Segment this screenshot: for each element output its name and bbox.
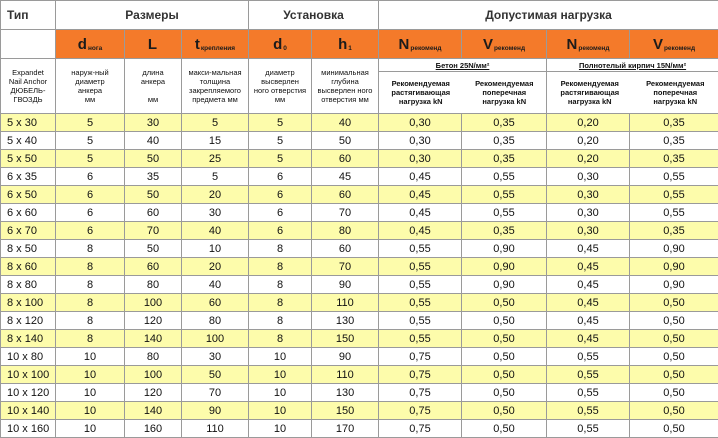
cell-v-concrete: 0,50 [462,330,547,348]
cell-h1: 60 [312,240,379,258]
cell-v-brick: 0,90 [630,276,718,294]
symbol-sub: рекоменд [494,45,525,52]
cell-h1: 40 [312,114,379,132]
desc-brick [547,59,718,114]
cell-length: 30 [125,114,182,132]
cell-d0: 10 [249,366,312,384]
symbol-v-concrete [462,30,547,59]
cell-n-brick: 0,20 [547,150,630,168]
desc-line: мм [126,95,180,104]
cell-d0: 10 [249,348,312,366]
cell-n-brick: 0,45 [547,240,630,258]
cell-type: 6 x 50 [1,186,56,204]
cell-d0: 8 [249,330,312,348]
cell-v-concrete: 0,50 [462,402,547,420]
desc-line: высверлен [250,77,310,86]
cell-n-brick: 0,55 [547,366,630,384]
desc-line: Nail Anchor [2,77,54,86]
cell-h1: 130 [312,312,379,330]
cell-length: 160 [125,420,182,438]
cell-type: 8 x 50 [1,240,56,258]
cell-type: 5 x 40 [1,132,56,150]
cell-d-anchor: 6 [56,168,125,186]
cell-v-concrete: 0,50 [462,348,547,366]
symbol-h1 [312,30,379,59]
cell-d-anchor: 8 [56,294,125,312]
cell-h1: 150 [312,402,379,420]
cell-h1: 60 [312,150,379,168]
symbol-type-blank [1,30,56,59]
cell-length: 120 [125,384,182,402]
cell-n-concrete: 0,45 [379,186,462,204]
cell-n-concrete: 0,75 [379,402,462,420]
table-row [1,150,718,168]
cell-type: 10 x 100 [1,366,56,384]
cell-d0: 6 [249,186,312,204]
symbol-sub: рекоменд [410,45,441,52]
cell-h1: 150 [312,330,379,348]
cell-thickness: 90 [182,402,249,420]
cell-v-concrete: 0,55 [462,168,547,186]
table-row [1,168,718,186]
cell-d0: 8 [249,258,312,276]
cell-thickness: 20 [182,186,249,204]
cell-n-brick: 0,20 [547,114,630,132]
cell-d0: 5 [249,114,312,132]
cell-d0: 10 [249,420,312,438]
table-row [1,276,718,294]
group-header-row [1,1,718,30]
desc-line: предмета мм [183,95,247,104]
cell-n-concrete: 0,55 [379,312,462,330]
desc-n-concrete [379,72,463,112]
cell-h1: 110 [312,366,379,384]
cell-type: 8 x 100 [1,294,56,312]
cell-type: 8 x 80 [1,276,56,294]
cell-n-brick: 0,30 [547,222,630,240]
cell-h1: 70 [312,204,379,222]
table-row [1,348,718,366]
symbol-sub: нога [88,45,102,52]
desc-d0 [249,59,312,114]
symbol-thickness [182,30,249,59]
group-load: Допустимая нагрузка [379,1,718,30]
table-row [1,294,718,312]
symbol-main: N [399,36,410,53]
cell-v-brick: 0,50 [630,366,718,384]
cell-v-concrete: 0,50 [462,384,547,402]
desc-line: мм [57,95,123,104]
cell-d0: 6 [249,222,312,240]
table-row [1,402,718,420]
desc-line: диаметр [250,68,310,77]
cell-h1: 130 [312,384,379,402]
desc-line: закрепляемого [183,86,247,95]
cell-h1: 80 [312,222,379,240]
table-row [1,132,718,150]
symbol-row [1,30,718,59]
cell-type: 8 x 60 [1,258,56,276]
cell-d0: 10 [249,402,312,420]
cell-thickness: 60 [182,294,249,312]
desc-v-concrete [463,72,547,112]
cell-n-concrete: 0,30 [379,150,462,168]
cell-d0: 10 [249,384,312,402]
cell-length: 50 [125,240,182,258]
cell-h1: 170 [312,420,379,438]
cell-d-anchor: 8 [56,276,125,294]
cell-length: 80 [125,348,182,366]
cell-v-brick: 0,90 [630,258,718,276]
cell-v-brick: 0,90 [630,240,718,258]
cell-v-concrete: 0,90 [462,240,547,258]
desc-n-brick-text: Рекомендуемая растягивающая нагрузка kN [560,79,619,106]
desc-type [1,59,56,114]
table-row [1,222,718,240]
symbol-d0 [249,30,312,59]
cell-d-anchor: 10 [56,420,125,438]
table-row [1,240,718,258]
cell-v-concrete: 0,50 [462,312,547,330]
cell-v-brick: 0,35 [630,114,718,132]
cell-thickness: 70 [182,384,249,402]
cell-n-brick: 0,45 [547,276,630,294]
desc-thickness [182,59,249,114]
cell-n-brick: 0,20 [547,132,630,150]
cell-thickness: 30 [182,204,249,222]
desc-line: отверстия мм [313,95,377,104]
cell-type: 10 x 140 [1,402,56,420]
cell-d-anchor: 10 [56,402,125,420]
cell-d-anchor: 8 [56,258,125,276]
cell-n-brick: 0,30 [547,168,630,186]
group-type: Тип [1,1,56,30]
cell-v-concrete: 0,35 [462,222,547,240]
cell-type: 6 x 70 [1,222,56,240]
cell-n-brick: 0,55 [547,420,630,438]
desc-line: длина [126,68,180,77]
cell-type: 5 x 30 [1,114,56,132]
cell-n-brick: 0,30 [547,204,630,222]
cell-type: 8 x 120 [1,312,56,330]
symbol-main: V [483,36,493,53]
cell-v-brick: 0,50 [630,330,718,348]
cell-h1: 70 [312,258,379,276]
cell-v-concrete: 0,50 [462,366,547,384]
cell-type: 8 x 140 [1,330,56,348]
cell-d0: 5 [249,150,312,168]
cell-d0: 8 [249,276,312,294]
cell-length: 35 [125,168,182,186]
cell-n-concrete: 0,45 [379,222,462,240]
cell-v-concrete: 0,35 [462,114,547,132]
desc-line: макси-мальная [183,68,247,77]
cell-d-anchor: 6 [56,204,125,222]
cell-d-anchor: 10 [56,348,125,366]
cell-thickness: 50 [182,366,249,384]
symbol-sub: крепления [201,45,235,52]
table-row [1,114,718,132]
desc-line: анкера [57,86,123,95]
symbol-length [125,30,182,59]
table-body [1,114,718,438]
cell-length: 60 [125,258,182,276]
cell-v-brick: 0,55 [630,168,718,186]
cell-n-brick: 0,45 [547,330,630,348]
cell-d-anchor: 6 [56,186,125,204]
table-row [1,186,718,204]
cell-thickness: 40 [182,222,249,240]
table-row [1,330,718,348]
cell-d-anchor: 5 [56,114,125,132]
cell-type: 6 x 60 [1,204,56,222]
cell-h1: 90 [312,276,379,294]
cell-v-brick: 0,35 [630,222,718,240]
symbol-n-concrete [379,30,462,59]
cell-length: 70 [125,222,182,240]
table-row [1,384,718,402]
cell-thickness: 40 [182,276,249,294]
cell-n-brick: 0,55 [547,384,630,402]
cell-v-concrete: 0,55 [462,204,547,222]
cell-n-concrete: 0,55 [379,330,462,348]
cell-n-concrete: 0,30 [379,132,462,150]
concrete-header: Бетон 25N/мм² [379,59,546,72]
brick-subcolumns [547,72,718,112]
symbol-d-anchor [56,30,125,59]
cell-thickness: 25 [182,150,249,168]
cell-length: 140 [125,402,182,420]
cell-length: 60 [125,204,182,222]
cell-h1: 60 [312,186,379,204]
symbol-main: V [653,36,663,53]
desc-n-brick [547,72,633,112]
cell-n-concrete: 0,55 [379,276,462,294]
cell-n-concrete: 0,75 [379,420,462,438]
cell-length: 80 [125,276,182,294]
cell-v-concrete: 0,35 [462,132,547,150]
cell-d-anchor: 8 [56,240,125,258]
desc-v-brick [633,72,718,112]
cell-h1: 45 [312,168,379,186]
cell-type: 6 x 35 [1,168,56,186]
cell-n-brick: 0,55 [547,402,630,420]
table-row [1,204,718,222]
cell-v-brick: 0,35 [630,150,718,168]
brick-header: Полнотелый кирпич 15N/мм² [547,59,718,72]
cell-thickness: 15 [182,132,249,150]
desc-line: толщина [183,77,247,86]
desc-line: анкера [126,77,180,86]
table-row [1,258,718,276]
desc-length [125,59,182,114]
desc-line: наруж-ный [57,68,123,77]
cell-n-brick: 0,55 [547,348,630,366]
desc-line: глубина [313,77,377,86]
cell-type: 10 x 80 [1,348,56,366]
desc-concrete [379,59,547,114]
cell-v-concrete: 0,55 [462,186,547,204]
cell-v-brick: 0,55 [630,186,718,204]
cell-d-anchor: 10 [56,366,125,384]
desc-line: мм [250,95,310,104]
cell-n-concrete: 0,45 [379,204,462,222]
table-row [1,312,718,330]
cell-h1: 90 [312,348,379,366]
cell-length: 100 [125,294,182,312]
desc-v-concrete-text: Рекомендуемая поперечная нагрузка kN [475,79,533,106]
table-row [1,420,718,438]
desc-h1 [312,59,379,114]
cell-d-anchor: 8 [56,330,125,348]
cell-length: 100 [125,366,182,384]
cell-n-brick: 0,30 [547,186,630,204]
group-sizes: Размеры [56,1,249,30]
cell-n-brick: 0,45 [547,258,630,276]
symbol-main: t [195,36,200,53]
cell-v-brick: 0,55 [630,204,718,222]
cell-n-concrete: 0,75 [379,366,462,384]
desc-line: высверлен ного [313,86,377,95]
symbol-main: d [273,36,282,53]
cell-thickness: 10 [182,240,249,258]
symbol-main: L [148,36,157,53]
symbol-sub: 1 [348,45,352,52]
desc-line: Expandet [2,68,54,77]
cell-thickness: 100 [182,330,249,348]
desc-v-brick-text: Рекомендуемая поперечная нагрузка kN [646,79,704,106]
symbol-main: h [338,36,347,53]
description-row [1,59,718,114]
symbol-sub: рекоменд [578,45,609,52]
cell-n-concrete: 0,55 [379,294,462,312]
cell-length: 50 [125,150,182,168]
cell-n-concrete: 0,30 [379,114,462,132]
cell-d0: 6 [249,204,312,222]
symbol-main: N [567,36,578,53]
cell-d-anchor: 6 [56,222,125,240]
desc-line: ГВОЗДЬ [2,95,54,104]
cell-d0: 6 [249,168,312,186]
symbol-main: d [78,36,87,53]
cell-d-anchor: 8 [56,312,125,330]
desc-line: ДЮБЕЛЬ- [2,86,54,95]
cell-thickness: 20 [182,258,249,276]
cell-n-concrete: 0,55 [379,240,462,258]
cell-type: 5 x 50 [1,150,56,168]
cell-h1: 50 [312,132,379,150]
symbol-v-brick [630,30,718,59]
cell-v-brick: 0,50 [630,384,718,402]
symbol-sub: рекоменд [664,45,695,52]
cell-n-concrete: 0,45 [379,168,462,186]
cell-d0: 8 [249,294,312,312]
cell-d0: 8 [249,312,312,330]
desc-line: минимальная [313,68,377,77]
cell-v-concrete: 0,50 [462,420,547,438]
cell-v-brick: 0,50 [630,294,718,312]
cell-v-concrete: 0,50 [462,294,547,312]
desc-line: диаметр [57,77,123,86]
cell-length: 40 [125,132,182,150]
cell-v-brick: 0,35 [630,132,718,150]
cell-v-brick: 0,50 [630,420,718,438]
cell-type: 10 x 120 [1,384,56,402]
group-install: Установка [249,1,379,30]
cell-v-concrete: 0,90 [462,276,547,294]
cell-n-concrete: 0,75 [379,384,462,402]
cell-d0: 8 [249,240,312,258]
symbol-sub: 0 [283,45,287,52]
cell-thickness: 5 [182,114,249,132]
desc-line: ного отверстия [250,86,310,95]
concrete-subcolumns [379,72,546,112]
cell-d-anchor: 10 [56,384,125,402]
cell-n-concrete: 0,75 [379,348,462,366]
cell-d-anchor: 5 [56,150,125,168]
cell-d0: 5 [249,132,312,150]
table-row [1,366,718,384]
desc-line [126,86,180,95]
cell-v-concrete: 0,90 [462,258,547,276]
cell-v-brick: 0,50 [630,348,718,366]
cell-h1: 110 [312,294,379,312]
cell-type: 10 x 160 [1,420,56,438]
symbol-n-brick [547,30,630,59]
cell-v-concrete: 0,35 [462,150,547,168]
cell-thickness: 80 [182,312,249,330]
cell-thickness: 5 [182,168,249,186]
cell-n-brick: 0,45 [547,294,630,312]
cell-n-concrete: 0,55 [379,258,462,276]
cell-length: 140 [125,330,182,348]
cell-thickness: 30 [182,348,249,366]
cell-length: 120 [125,312,182,330]
cell-thickness: 110 [182,420,249,438]
cell-d-anchor: 5 [56,132,125,150]
cell-v-brick: 0,50 [630,312,718,330]
desc-n-concrete-text: Рекомендуемая растягивающая нагрузка kN [391,79,450,106]
desc-d-anchor [56,59,125,114]
cell-v-brick: 0,50 [630,402,718,420]
cell-length: 50 [125,186,182,204]
cell-n-brick: 0,45 [547,312,630,330]
